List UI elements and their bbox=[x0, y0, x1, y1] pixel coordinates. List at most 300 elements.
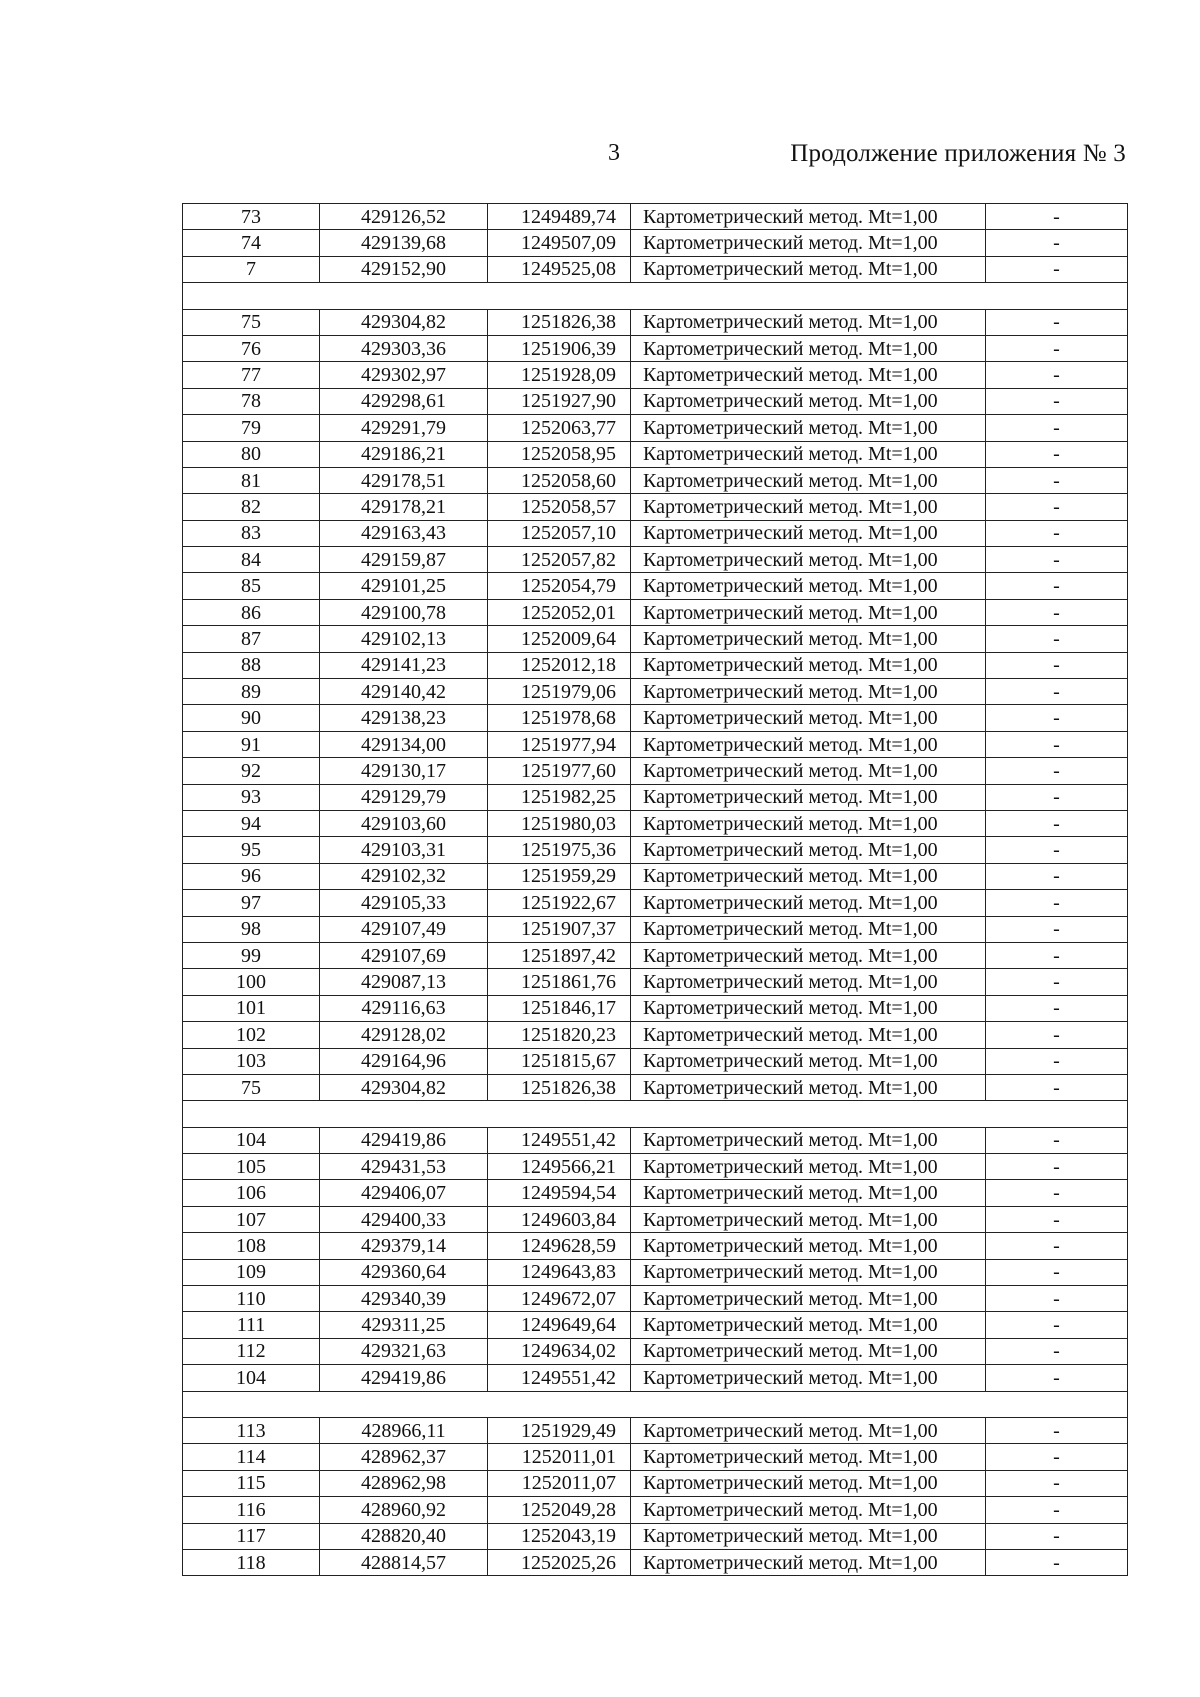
x-coordinate-cell: 429340,39 bbox=[320, 1286, 488, 1312]
note-cell: - bbox=[986, 494, 1128, 520]
coordinates-table bbox=[182, 203, 1128, 1576]
x-coordinate-cell: 429311,25 bbox=[320, 1312, 488, 1338]
point-number-cell: 74 bbox=[183, 230, 320, 256]
point-number-cell: 114 bbox=[183, 1444, 320, 1470]
separator-cell bbox=[183, 1101, 1128, 1127]
y-coordinate-cell: 1249551,42 bbox=[488, 1127, 631, 1153]
y-coordinate-cell: 1251979,06 bbox=[488, 679, 631, 705]
table-row bbox=[183, 863, 1128, 889]
y-coordinate-cell: 1249628,59 bbox=[488, 1233, 631, 1259]
y-coordinate-cell: 1251826,38 bbox=[488, 1074, 631, 1100]
y-coordinate-cell: 1251897,42 bbox=[488, 942, 631, 968]
method-cell: Картометрический метод. Mt=1,00 bbox=[631, 309, 986, 335]
note-cell: - bbox=[986, 1074, 1128, 1100]
x-coordinate-cell: 429102,32 bbox=[320, 863, 488, 889]
x-coordinate-cell: 429139,68 bbox=[320, 230, 488, 256]
point-number-cell: 96 bbox=[183, 863, 320, 889]
note-cell: - bbox=[986, 626, 1128, 652]
x-coordinate-cell: 429406,07 bbox=[320, 1180, 488, 1206]
method-cell: Картометрический метод. Mt=1,00 bbox=[631, 335, 986, 361]
y-coordinate-cell: 1251906,39 bbox=[488, 335, 631, 361]
method-cell: Картометрический метод. Mt=1,00 bbox=[631, 1365, 986, 1391]
y-coordinate-cell: 1252057,10 bbox=[488, 520, 631, 546]
x-coordinate-cell: 429431,53 bbox=[320, 1154, 488, 1180]
y-coordinate-cell: 1252011,01 bbox=[488, 1444, 631, 1470]
table-row bbox=[183, 1286, 1128, 1312]
point-number-cell: 95 bbox=[183, 837, 320, 863]
note-cell: - bbox=[986, 1259, 1128, 1285]
note-cell: - bbox=[986, 1444, 1128, 1470]
table-row bbox=[183, 652, 1128, 678]
table-row bbox=[183, 1470, 1128, 1496]
x-coordinate-cell: 429152,90 bbox=[320, 256, 488, 282]
table-row bbox=[183, 916, 1128, 942]
table-row bbox=[183, 1154, 1128, 1180]
note-cell: - bbox=[986, 309, 1128, 335]
method-cell: Картометрический метод. Mt=1,00 bbox=[631, 494, 986, 520]
point-number-cell: 108 bbox=[183, 1233, 320, 1259]
note-cell: - bbox=[986, 204, 1128, 230]
x-coordinate-cell: 429129,79 bbox=[320, 784, 488, 810]
method-cell: Картометрический метод. Mt=1,00 bbox=[631, 837, 986, 863]
note-cell: - bbox=[986, 1312, 1128, 1338]
method-cell: Картометрический метод. Mt=1,00 bbox=[631, 204, 986, 230]
x-coordinate-cell: 429298,61 bbox=[320, 388, 488, 414]
point-number-cell: 83 bbox=[183, 520, 320, 546]
note-cell: - bbox=[986, 784, 1128, 810]
note-cell: - bbox=[986, 1365, 1128, 1391]
y-coordinate-cell: 1251820,23 bbox=[488, 1022, 631, 1048]
y-coordinate-cell: 1251977,94 bbox=[488, 731, 631, 757]
x-coordinate-cell: 429126,52 bbox=[320, 204, 488, 230]
point-number-cell: 78 bbox=[183, 388, 320, 414]
method-cell: Картометрический метод. Mt=1,00 bbox=[631, 705, 986, 731]
point-number-cell: 107 bbox=[183, 1206, 320, 1232]
x-coordinate-cell: 429130,17 bbox=[320, 758, 488, 784]
note-cell: - bbox=[986, 520, 1128, 546]
point-number-cell: 104 bbox=[183, 1127, 320, 1153]
note-cell: - bbox=[986, 1286, 1128, 1312]
y-coordinate-cell: 1249634,02 bbox=[488, 1338, 631, 1364]
point-number-cell: 85 bbox=[183, 573, 320, 599]
method-cell: Картометрический метод. Mt=1,00 bbox=[631, 1286, 986, 1312]
point-number-cell: 117 bbox=[183, 1523, 320, 1549]
point-number-cell: 73 bbox=[183, 204, 320, 230]
note-cell: - bbox=[986, 890, 1128, 916]
point-number-cell: 79 bbox=[183, 415, 320, 441]
table-row bbox=[183, 837, 1128, 863]
table-row bbox=[183, 573, 1128, 599]
y-coordinate-cell: 1251959,29 bbox=[488, 863, 631, 889]
y-coordinate-cell: 1252011,07 bbox=[488, 1470, 631, 1496]
note-cell: - bbox=[986, 995, 1128, 1021]
y-coordinate-cell: 1251982,25 bbox=[488, 784, 631, 810]
note-cell: - bbox=[986, 679, 1128, 705]
note-cell: - bbox=[986, 1497, 1128, 1523]
x-coordinate-cell: 428962,37 bbox=[320, 1444, 488, 1470]
method-cell: Картометрический метод. Mt=1,00 bbox=[631, 652, 986, 678]
table-row bbox=[183, 679, 1128, 705]
y-coordinate-cell: 1249489,74 bbox=[488, 204, 631, 230]
method-cell: Картометрический метод. Mt=1,00 bbox=[631, 1048, 986, 1074]
separator-cell bbox=[183, 1391, 1128, 1417]
method-cell: Картометрический метод. Mt=1,00 bbox=[631, 1470, 986, 1496]
table-row bbox=[183, 890, 1128, 916]
y-coordinate-cell: 1252025,26 bbox=[488, 1549, 631, 1575]
point-number-cell: 112 bbox=[183, 1338, 320, 1364]
table-row bbox=[183, 467, 1128, 493]
table-row bbox=[183, 204, 1128, 230]
x-coordinate-cell: 429102,13 bbox=[320, 626, 488, 652]
note-cell: - bbox=[986, 1233, 1128, 1259]
note-cell: - bbox=[986, 1338, 1128, 1364]
note-cell: - bbox=[986, 467, 1128, 493]
x-coordinate-cell: 429419,86 bbox=[320, 1127, 488, 1153]
point-number-cell: 116 bbox=[183, 1497, 320, 1523]
x-coordinate-cell: 429107,49 bbox=[320, 916, 488, 942]
note-cell: - bbox=[986, 1180, 1128, 1206]
x-coordinate-cell: 429107,69 bbox=[320, 942, 488, 968]
note-cell: - bbox=[986, 441, 1128, 467]
x-coordinate-cell: 429087,13 bbox=[320, 969, 488, 995]
note-cell: - bbox=[986, 731, 1128, 757]
x-coordinate-cell: 429103,60 bbox=[320, 810, 488, 836]
x-coordinate-cell: 428960,92 bbox=[320, 1497, 488, 1523]
method-cell: Картометрический метод. Mt=1,00 bbox=[631, 1233, 986, 1259]
point-number-cell: 81 bbox=[183, 467, 320, 493]
note-cell: - bbox=[986, 1127, 1128, 1153]
table-row bbox=[183, 1206, 1128, 1232]
note-cell: - bbox=[986, 1417, 1128, 1443]
note-cell: - bbox=[986, 388, 1128, 414]
method-cell: Картометрический метод. Mt=1,00 bbox=[631, 1497, 986, 1523]
y-coordinate-cell: 1252043,19 bbox=[488, 1523, 631, 1549]
method-cell: Картометрический метод. Mt=1,00 bbox=[631, 415, 986, 441]
table-body bbox=[183, 204, 1128, 1576]
y-coordinate-cell: 1249551,42 bbox=[488, 1365, 631, 1391]
table-row bbox=[183, 731, 1128, 757]
table-row bbox=[183, 810, 1128, 836]
y-coordinate-cell: 1252052,01 bbox=[488, 599, 631, 625]
point-number-cell: 86 bbox=[183, 599, 320, 625]
y-coordinate-cell: 1251922,67 bbox=[488, 890, 631, 916]
table-row bbox=[183, 520, 1128, 546]
table-row bbox=[183, 441, 1128, 467]
y-coordinate-cell: 1252058,57 bbox=[488, 494, 631, 520]
x-coordinate-cell: 429103,31 bbox=[320, 837, 488, 863]
note-cell: - bbox=[986, 942, 1128, 968]
point-number-cell: 99 bbox=[183, 942, 320, 968]
method-cell: Картометрический метод. Mt=1,00 bbox=[631, 1417, 986, 1443]
x-coordinate-cell: 428814,57 bbox=[320, 1549, 488, 1575]
note-cell: - bbox=[986, 1470, 1128, 1496]
y-coordinate-cell: 1251928,09 bbox=[488, 362, 631, 388]
y-coordinate-cell: 1251846,17 bbox=[488, 995, 631, 1021]
table-row bbox=[183, 415, 1128, 441]
separator-cell bbox=[183, 283, 1128, 309]
y-coordinate-cell: 1252054,79 bbox=[488, 573, 631, 599]
method-cell: Картометрический метод. Mt=1,00 bbox=[631, 626, 986, 652]
table-row bbox=[183, 942, 1128, 968]
method-cell: Картометрический метод. Mt=1,00 bbox=[631, 995, 986, 1021]
page-title: Продолжение приложения № 3 bbox=[790, 140, 1126, 167]
method-cell: Картометрический метод. Mt=1,00 bbox=[631, 1154, 986, 1180]
point-number-cell: 113 bbox=[183, 1417, 320, 1443]
x-coordinate-cell: 429304,82 bbox=[320, 1074, 488, 1100]
x-coordinate-cell: 429105,33 bbox=[320, 890, 488, 916]
y-coordinate-cell: 1252063,77 bbox=[488, 415, 631, 441]
x-coordinate-cell: 429321,63 bbox=[320, 1338, 488, 1364]
method-cell: Картометрический метод. Mt=1,00 bbox=[631, 441, 986, 467]
method-cell: Картометрический метод. Mt=1,00 bbox=[631, 942, 986, 968]
table-row bbox=[183, 1074, 1128, 1100]
point-number-cell: 76 bbox=[183, 335, 320, 361]
note-cell: - bbox=[986, 335, 1128, 361]
x-coordinate-cell: 429116,63 bbox=[320, 995, 488, 1021]
note-cell: - bbox=[986, 758, 1128, 784]
method-cell: Картометрический метод. Mt=1,00 bbox=[631, 547, 986, 573]
y-coordinate-cell: 1251927,90 bbox=[488, 388, 631, 414]
point-number-cell: 87 bbox=[183, 626, 320, 652]
point-number-cell: 100 bbox=[183, 969, 320, 995]
point-number-cell: 88 bbox=[183, 652, 320, 678]
point-number-cell: 90 bbox=[183, 705, 320, 731]
x-coordinate-cell: 429101,25 bbox=[320, 573, 488, 599]
method-cell: Картометрический метод. Mt=1,00 bbox=[631, 256, 986, 282]
x-coordinate-cell: 429303,36 bbox=[320, 335, 488, 361]
point-number-cell: 103 bbox=[183, 1048, 320, 1074]
note-cell: - bbox=[986, 256, 1128, 282]
table-row bbox=[183, 1444, 1128, 1470]
y-coordinate-cell: 1249672,07 bbox=[488, 1286, 631, 1312]
y-coordinate-cell: 1249507,09 bbox=[488, 230, 631, 256]
table-row bbox=[183, 1259, 1128, 1285]
y-coordinate-cell: 1249603,84 bbox=[488, 1206, 631, 1232]
note-cell: - bbox=[986, 1206, 1128, 1232]
note-cell: - bbox=[986, 810, 1128, 836]
table-row bbox=[183, 705, 1128, 731]
point-number-cell: 75 bbox=[183, 1074, 320, 1100]
note-cell: - bbox=[986, 1154, 1128, 1180]
x-coordinate-cell: 429140,42 bbox=[320, 679, 488, 705]
y-coordinate-cell: 1251929,49 bbox=[488, 1417, 631, 1443]
method-cell: Картометрический метод. Mt=1,00 bbox=[631, 1338, 986, 1364]
table-row bbox=[183, 388, 1128, 414]
x-coordinate-cell: 429138,23 bbox=[320, 705, 488, 731]
point-number-cell: 105 bbox=[183, 1154, 320, 1180]
method-cell: Картометрический метод. Mt=1,00 bbox=[631, 230, 986, 256]
method-cell: Картометрический метод. Mt=1,00 bbox=[631, 1259, 986, 1285]
y-coordinate-cell: 1249566,21 bbox=[488, 1154, 631, 1180]
note-cell: - bbox=[986, 1549, 1128, 1575]
x-coordinate-cell: 429291,79 bbox=[320, 415, 488, 441]
method-cell: Картометрический метод. Mt=1,00 bbox=[631, 731, 986, 757]
table-row bbox=[183, 1523, 1128, 1549]
method-cell: Картометрический метод. Mt=1,00 bbox=[631, 916, 986, 942]
table-row bbox=[183, 335, 1128, 361]
y-coordinate-cell: 1249649,64 bbox=[488, 1312, 631, 1338]
x-coordinate-cell: 429163,43 bbox=[320, 520, 488, 546]
point-number-cell: 91 bbox=[183, 731, 320, 757]
point-number-cell: 75 bbox=[183, 309, 320, 335]
point-number-cell: 82 bbox=[183, 494, 320, 520]
y-coordinate-cell: 1252057,82 bbox=[488, 547, 631, 573]
point-number-cell: 92 bbox=[183, 758, 320, 784]
table-row bbox=[183, 494, 1128, 520]
method-cell: Картометрический метод. Mt=1,00 bbox=[631, 520, 986, 546]
y-coordinate-cell: 1251815,67 bbox=[488, 1048, 631, 1074]
note-cell: - bbox=[986, 362, 1128, 388]
method-cell: Картометрический метод. Mt=1,00 bbox=[631, 599, 986, 625]
table-row bbox=[183, 626, 1128, 652]
note-cell: - bbox=[986, 1022, 1128, 1048]
method-cell: Картометрический метод. Mt=1,00 bbox=[631, 863, 986, 889]
table-row bbox=[183, 1338, 1128, 1364]
method-cell: Картометрический метод. Mt=1,00 bbox=[631, 1312, 986, 1338]
note-cell: - bbox=[986, 652, 1128, 678]
x-coordinate-cell: 429178,51 bbox=[320, 467, 488, 493]
y-coordinate-cell: 1251977,60 bbox=[488, 758, 631, 784]
point-number-cell: 84 bbox=[183, 547, 320, 573]
y-coordinate-cell: 1252058,60 bbox=[488, 467, 631, 493]
x-coordinate-cell: 429178,21 bbox=[320, 494, 488, 520]
table-row bbox=[183, 1022, 1128, 1048]
table-row bbox=[183, 1048, 1128, 1074]
y-coordinate-cell: 1249525,08 bbox=[488, 256, 631, 282]
point-number-cell: 101 bbox=[183, 995, 320, 1021]
table-row bbox=[183, 547, 1128, 573]
point-number-cell: 89 bbox=[183, 679, 320, 705]
point-number-cell: 118 bbox=[183, 1549, 320, 1575]
table-row bbox=[183, 362, 1128, 388]
method-cell: Картометрический метод. Mt=1,00 bbox=[631, 679, 986, 705]
x-coordinate-cell: 428966,11 bbox=[320, 1417, 488, 1443]
y-coordinate-cell: 1252058,95 bbox=[488, 441, 631, 467]
x-coordinate-cell: 429419,86 bbox=[320, 1365, 488, 1391]
method-cell: Картометрический метод. Mt=1,00 bbox=[631, 784, 986, 810]
note-cell: - bbox=[986, 705, 1128, 731]
table-separator-row bbox=[183, 1391, 1128, 1417]
method-cell: Картометрический метод. Mt=1,00 bbox=[631, 758, 986, 784]
table-row bbox=[183, 1549, 1128, 1575]
x-coordinate-cell: 429379,14 bbox=[320, 1233, 488, 1259]
point-number-cell: 98 bbox=[183, 916, 320, 942]
y-coordinate-cell: 1251980,03 bbox=[488, 810, 631, 836]
note-cell: - bbox=[986, 573, 1128, 599]
method-cell: Картометрический метод. Mt=1,00 bbox=[631, 890, 986, 916]
note-cell: - bbox=[986, 230, 1128, 256]
method-cell: Картометрический метод. Mt=1,00 bbox=[631, 1074, 986, 1100]
table-row bbox=[183, 995, 1128, 1021]
x-coordinate-cell: 429128,02 bbox=[320, 1022, 488, 1048]
point-number-cell: 106 bbox=[183, 1180, 320, 1206]
table-row bbox=[183, 758, 1128, 784]
table-row bbox=[183, 599, 1128, 625]
table-row bbox=[183, 1127, 1128, 1153]
table-row bbox=[183, 1312, 1128, 1338]
point-number-cell: 77 bbox=[183, 362, 320, 388]
point-number-cell: 115 bbox=[183, 1470, 320, 1496]
y-coordinate-cell: 1252009,64 bbox=[488, 626, 631, 652]
point-number-cell: 80 bbox=[183, 441, 320, 467]
table-separator-row bbox=[183, 283, 1128, 309]
method-cell: Картометрический метод. Mt=1,00 bbox=[631, 388, 986, 414]
note-cell: - bbox=[986, 969, 1128, 995]
point-number-cell: 104 bbox=[183, 1365, 320, 1391]
x-coordinate-cell: 429186,21 bbox=[320, 441, 488, 467]
table-row bbox=[183, 1365, 1128, 1391]
method-cell: Картометрический метод. Mt=1,00 bbox=[631, 1549, 986, 1575]
table-row bbox=[183, 1180, 1128, 1206]
table-row bbox=[183, 969, 1128, 995]
table-row bbox=[183, 230, 1128, 256]
note-cell: - bbox=[986, 415, 1128, 441]
note-cell: - bbox=[986, 599, 1128, 625]
x-coordinate-cell: 429360,64 bbox=[320, 1259, 488, 1285]
point-number-cell: 7 bbox=[183, 256, 320, 282]
table-row bbox=[183, 1233, 1128, 1259]
point-number-cell: 93 bbox=[183, 784, 320, 810]
note-cell: - bbox=[986, 837, 1128, 863]
point-number-cell: 109 bbox=[183, 1259, 320, 1285]
table-row bbox=[183, 256, 1128, 282]
method-cell: Картометрический метод. Mt=1,00 bbox=[631, 1206, 986, 1232]
x-coordinate-cell: 429159,87 bbox=[320, 547, 488, 573]
note-cell: - bbox=[986, 916, 1128, 942]
x-coordinate-cell: 428962,98 bbox=[320, 1470, 488, 1496]
point-number-cell: 102 bbox=[183, 1022, 320, 1048]
method-cell: Картометрический метод. Mt=1,00 bbox=[631, 1022, 986, 1048]
x-coordinate-cell: 429302,97 bbox=[320, 362, 488, 388]
page-number: 3 bbox=[608, 140, 620, 166]
y-coordinate-cell: 1251978,68 bbox=[488, 705, 631, 731]
y-coordinate-cell: 1251826,38 bbox=[488, 309, 631, 335]
y-coordinate-cell: 1251907,37 bbox=[488, 916, 631, 942]
method-cell: Картометрический метод. Mt=1,00 bbox=[631, 969, 986, 995]
y-coordinate-cell: 1249594,54 bbox=[488, 1180, 631, 1206]
y-coordinate-cell: 1252012,18 bbox=[488, 652, 631, 678]
x-coordinate-cell: 429141,23 bbox=[320, 652, 488, 678]
method-cell: Картометрический метод. Mt=1,00 bbox=[631, 362, 986, 388]
method-cell: Картометрический метод. Mt=1,00 bbox=[631, 1523, 986, 1549]
table-row bbox=[183, 1497, 1128, 1523]
table-row bbox=[183, 309, 1128, 335]
y-coordinate-cell: 1251861,76 bbox=[488, 969, 631, 995]
point-number-cell: 97 bbox=[183, 890, 320, 916]
method-cell: Картометрический метод. Mt=1,00 bbox=[631, 1180, 986, 1206]
x-coordinate-cell: 429400,33 bbox=[320, 1206, 488, 1232]
method-cell: Картометрический метод. Mt=1,00 bbox=[631, 1127, 986, 1153]
y-coordinate-cell: 1251975,36 bbox=[488, 837, 631, 863]
point-number-cell: 110 bbox=[183, 1286, 320, 1312]
point-number-cell: 94 bbox=[183, 810, 320, 836]
x-coordinate-cell: 429100,78 bbox=[320, 599, 488, 625]
table-row bbox=[183, 784, 1128, 810]
y-coordinate-cell: 1252049,28 bbox=[488, 1497, 631, 1523]
x-coordinate-cell: 429164,96 bbox=[320, 1048, 488, 1074]
note-cell: - bbox=[986, 863, 1128, 889]
method-cell: Картометрический метод. Mt=1,00 bbox=[631, 810, 986, 836]
table-row bbox=[183, 1417, 1128, 1443]
note-cell: - bbox=[986, 547, 1128, 573]
x-coordinate-cell: 429304,82 bbox=[320, 309, 488, 335]
method-cell: Картометрический метод. Mt=1,00 bbox=[631, 573, 986, 599]
note-cell: - bbox=[986, 1523, 1128, 1549]
method-cell: Картометрический метод. Mt=1,00 bbox=[631, 1444, 986, 1470]
point-number-cell: 111 bbox=[183, 1312, 320, 1338]
method-cell: Картометрический метод. Mt=1,00 bbox=[631, 467, 986, 493]
x-coordinate-cell: 429134,00 bbox=[320, 731, 488, 757]
